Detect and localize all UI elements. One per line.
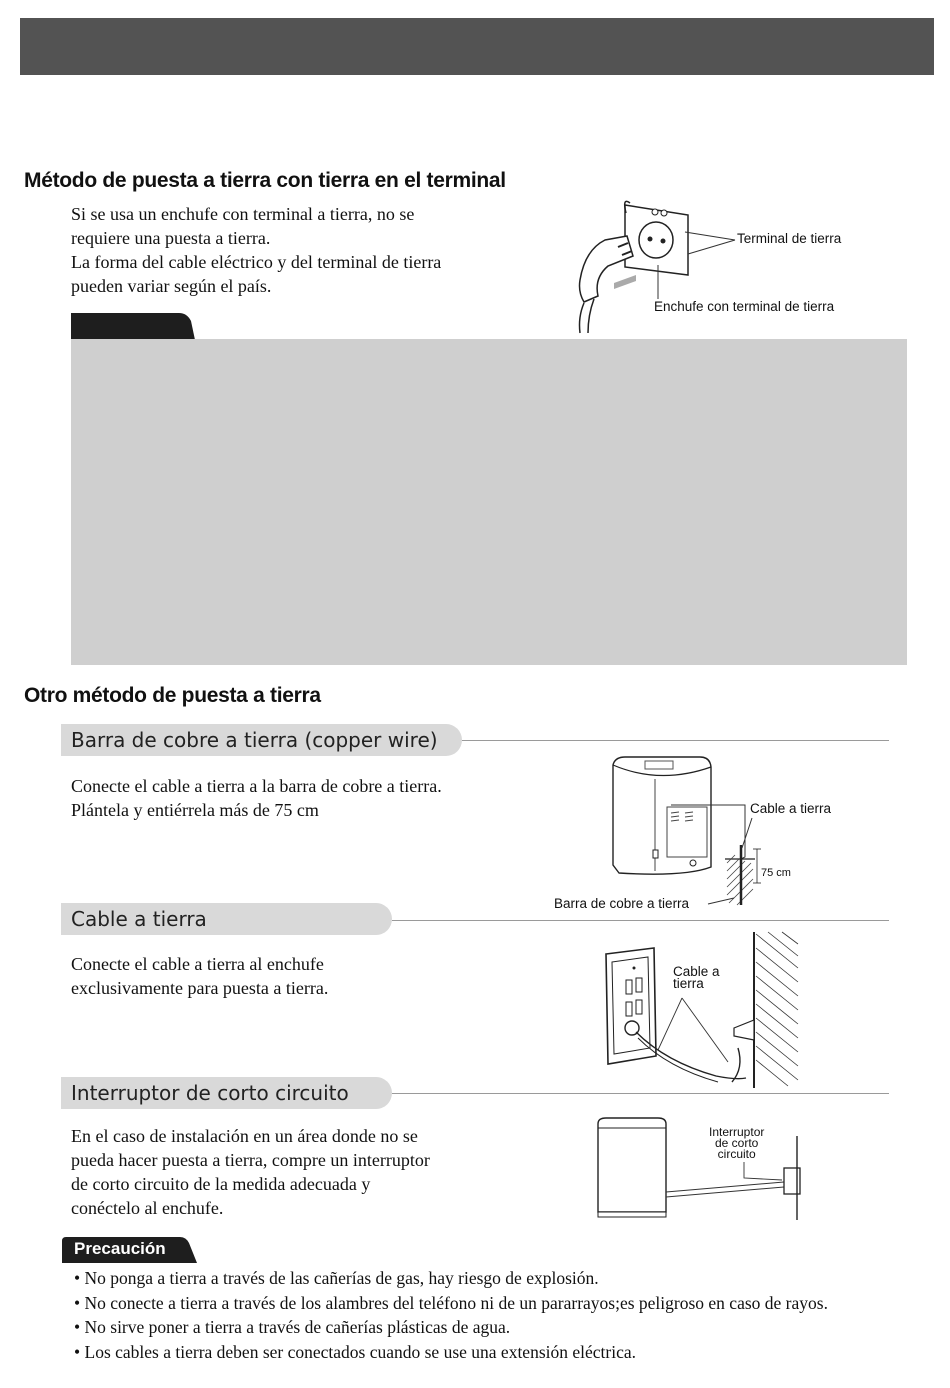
- list-item: • No ponga a tierra a través de las cañerías de gas, hay riesgo de explosión.: [74, 1268, 599, 1288]
- copper-cable-pointer: [740, 818, 760, 850]
- note-panel: [71, 339, 907, 665]
- subsection-cable-title: Cable a tierra: [61, 903, 392, 935]
- section-heading-other: Otro método de puesta a tierra: [24, 684, 321, 707]
- note-tab: [71, 313, 195, 340]
- caution-list: [74, 1266, 828, 1364]
- plug-label: Enchufe con terminal de tierra: [654, 299, 835, 314]
- terminal-paragraph: Si se usa un enchufe con terminal a tierra, no se requiere una puesta a tierra. La forma del cable eléctrico y del terminal de tierra pueden variar según el país.: [71, 204, 442, 296]
- section-heading-terminal: Método de puesta a tierra con tierra en el terminal: [24, 169, 506, 192]
- subsection-copper-title: Barra de cobre a tierra (copper wire): [61, 724, 462, 756]
- cable-label: Cable a tierra: [673, 964, 720, 991]
- list-item: • Los cables a tierra deben ser conectados cuando se use una extensión eléctrica.: [74, 1341, 636, 1362]
- cable-paragraph: Conecte el cable a tierra al enchufe exclusivamente para puesta a tierra.: [71, 954, 329, 998]
- depth-label: 75 cm: [761, 867, 791, 879]
- list-item: • No conecte a tierra a través de los alambres del teléfono ni de un pararrayos;es peligroso en caso de rayos.: [74, 1292, 828, 1313]
- copper-bar-pointer: [706, 896, 736, 908]
- list-item: • No sirve poner a tierra a través de cañerías plásticas de agua.: [74, 1317, 511, 1338]
- terminal-label: Terminal de tierra: [737, 231, 842, 246]
- terminal-pointer-lines: [680, 220, 740, 270]
- breaker-label: Interruptor de corto circuito: [709, 1125, 765, 1161]
- divider: [392, 1093, 889, 1094]
- outlet-cable-illustration: [598, 928, 803, 1088]
- copper-paragraph: Conecte el cable a tierra a la barra de cobre a tierra. Plántela y entiérrela más de 75 cm: [71, 776, 442, 820]
- divider: [462, 740, 889, 741]
- copper-bar-label: Barra de cobre a tierra: [554, 896, 690, 911]
- plug-pointer-line: [655, 265, 675, 301]
- copper-cable-label: Cable a tierra: [750, 801, 832, 816]
- caution-label: Precaución: [74, 1239, 166, 1258]
- divider: [392, 920, 889, 921]
- subsection-breaker-title: Interruptor de corto circuito: [61, 1077, 392, 1109]
- breaker-paragraph: En el caso de instalación en un área donde no se pueda hacer puesta a tierra, compre un interruptor de corto circuito de la medida adecuada y conéctelo al enchufe.: [71, 1126, 430, 1218]
- header-bar: [20, 18, 934, 75]
- washer-breaker-illustration: [592, 1116, 807, 1222]
